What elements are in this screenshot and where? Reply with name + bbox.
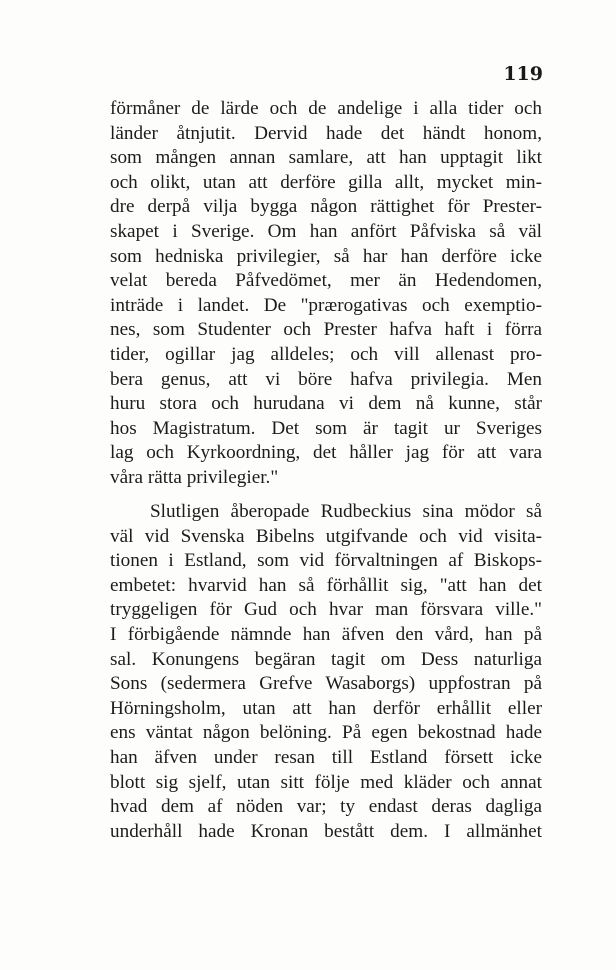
text-line: Hörningsholm, utan att han derför erhållit eller: [110, 697, 542, 719]
text-line: underhåll hade Kronan bestått dem. I allmänhet: [110, 820, 542, 842]
text-line: velat bereda Påfvedömet, mer än Hedendomen,: [110, 270, 542, 292]
text-line: tionen i Estland, som vid förvaltningen af Biskops-: [110, 550, 542, 572]
text-line: embetet: hvarvid han så förhållit sig, "att han det: [110, 574, 542, 596]
text-line: ens väntat någon belöning. På egen bekostnad hade: [110, 722, 542, 744]
paragraph-1: [110, 97, 542, 491]
text-line: blott sig sjelf, utan sitt följe med kläder och annat: [110, 771, 542, 793]
text-line: han äfven under resan till Estland försett icke: [110, 746, 542, 768]
page-number: 119: [503, 63, 543, 85]
text-line: skapet i Sverige. Om han anfört Påfviska så väl: [110, 220, 542, 242]
text-line: huru stora och hurudana vi dem nå kunne, står: [110, 393, 542, 415]
text-line: Sons (sedermera Grefve Wasaborgs) uppfostran på: [110, 673, 542, 695]
text-line: sal. Konungens begäran tagit om Dess naturliga: [110, 648, 542, 670]
text-line: väl vid Svenska Bibelns utgifvande och vid visita-: [110, 525, 542, 547]
text-line: tryggeligen för Gud och hvar man försvara ville.": [110, 599, 542, 621]
text-line: lag och Kyrkoordning, det håller jag för att vara: [110, 442, 542, 464]
text-line: inträde i landet. De "prærogativas och exemptio-: [110, 294, 542, 316]
text-line: som mången annan samlare, att han upptagit likt: [110, 147, 542, 169]
text-line: I förbigående nämnde han äfven den vård, han på: [110, 623, 542, 645]
text-line: hos Magistratum. Det som är tagit ur Sveriges: [110, 417, 542, 439]
paragraph-2: [110, 500, 542, 844]
text-line: våra rätta privilegier.": [110, 466, 279, 488]
text-line: tider, ogillar jag alldeles; och vill allenast pro-: [110, 343, 542, 365]
text-line: Slutligen åberopade Rudbeckius sina mödor så: [150, 501, 542, 522]
text-line: bera genus, att vi böre hafva privilegia. Men: [110, 368, 542, 390]
text-line: som hedniska privilegier, så har han derföre icke: [110, 245, 542, 267]
text-line: nes, som Studenter och Prester hafva haft i förra: [110, 319, 542, 341]
text-line: dre derpå vilja bygga någon rättighet för Prester-: [110, 196, 542, 218]
text-line: förmåner de lärde och de andelige i alla tider och: [110, 98, 542, 119]
text-line: länder åtnjutit. Dervid hade det händt honom,: [110, 122, 542, 144]
text-line: hvad dem af nöden var; ty endast deras dagliga: [110, 796, 542, 818]
text-line: och olikt, utan att derföre gilla allt, mycket min-: [110, 171, 542, 193]
